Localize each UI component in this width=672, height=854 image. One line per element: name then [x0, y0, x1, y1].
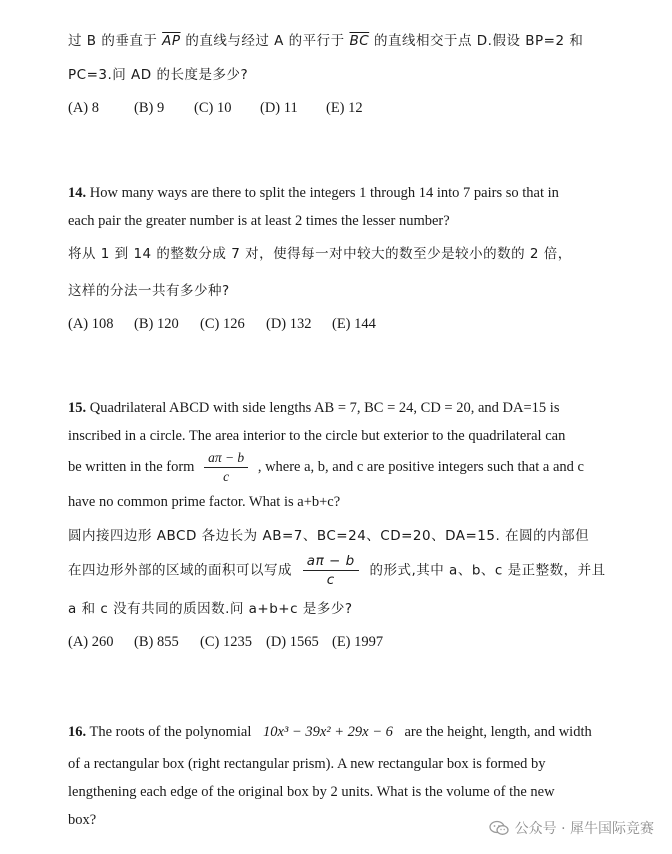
q14-cn-1: 将从 1 到 14 的整数分成 7 对，使得每一对中较大的数至少是较小的数的 2 倍， [68, 246, 572, 262]
q15-choice-a: (A) 260 [68, 634, 114, 650]
q14-choice-d: (D) 132 [266, 316, 312, 332]
q15-choice-d: (D) 1565 [266, 634, 319, 650]
q13-choice-a: (A) 8 [68, 100, 100, 116]
q16-number: 16. [68, 724, 87, 740]
q15-choice-b: (B) 855 [134, 634, 179, 650]
q16-en-1a: The roots of the polynomial [89, 724, 252, 740]
q15-line-1 [68, 398, 559, 418]
q15-en-3a: be written in the form [68, 458, 195, 475]
q13-text-c: 的直线相交于点 D.假设 BP=2 和 [373, 33, 584, 49]
q15-number: 15. [68, 400, 87, 416]
q14-choices [68, 314, 376, 334]
q16-line-2: of a rectangular box (right rectangular prism). A new rectangular box is formed by [68, 756, 546, 772]
q15-choice-e: (E) 1997 [332, 634, 384, 650]
q15-line-3 [68, 450, 584, 485]
q13-line-1 [68, 31, 583, 51]
q13-choice-e: (E) 12 [326, 100, 363, 116]
fraction-denominator: c [223, 469, 230, 484]
q15-cn-2b: 的形式,其中 a、b、c 是正整数，并且 [369, 562, 606, 579]
q15-en-1: Quadrilateral ABCD with side lengths AB = 7, BC = 24, CD = 20, and DA=15 is [89, 400, 560, 416]
watermark [489, 818, 654, 838]
q13-line-2: PC=3.问 AD 的长度是多少? [68, 67, 249, 83]
q15-en-3b: , where a, b, and c are positive integers such that a and c [257, 458, 584, 475]
q16-line-4: box? [68, 812, 97, 828]
q14-number: 14. [68, 185, 87, 201]
q15-cn-2a: 在四边形外部的区域的面积可以写成 [68, 562, 292, 579]
watermark-text: 公众号 · 犀牛国际竞赛 [514, 821, 654, 837]
q15-choices [68, 632, 383, 652]
q16-en-1b: are the height, length, and width [404, 724, 592, 740]
q14-choice-c: (C) 126 [200, 316, 245, 332]
fraction-numerator: aπ − b [204, 450, 248, 468]
q15-line-2: inscribed in a circle. The area interior to the circle but exterior to the quadrilateral can [68, 428, 566, 444]
q15-cn-2 [68, 553, 606, 588]
fraction-area-formula-cn [303, 553, 359, 588]
q15-choice-c: (C) 1235 [200, 634, 252, 650]
segment-ap: $\overline{AP}$ [162, 33, 181, 49]
fraction-area-formula [204, 450, 248, 485]
q15-line-4: have no common prime factor. What is a+b+c? [68, 494, 341, 510]
q15-cn-1: 圆内接四边形 ABCD 各边长为 AB=7、BC=24、CD=20、DA=15. 在圆的内部但 [68, 528, 590, 544]
wechat-icon [489, 820, 509, 836]
q14-line-2: each pair the greater number is at least 2 times the lesser number? [68, 213, 450, 229]
q14-choice-b: (B) 120 [134, 316, 179, 332]
q13-choice-c: (C) 10 [194, 100, 232, 116]
q16-line-1 [68, 722, 592, 742]
fraction-numerator-cn: aπ − b [303, 553, 359, 571]
q13-choices [68, 98, 363, 118]
fraction-denominator-cn: c [326, 572, 335, 588]
q13-text-a: 过 B 的垂直于 [68, 33, 158, 49]
q14-choice-e: (E) 144 [332, 316, 376, 332]
q14-cn-2: 这样的分法一共有多少种? [68, 283, 230, 299]
segment-bc: $\overline{BC}$ [349, 33, 370, 49]
q13-choice-b: (B) 9 [134, 100, 165, 116]
q13-choice-d: (D) 11 [260, 100, 298, 116]
q16-line-3: lengthening each edge of the original box by 2 units. What is the volume of the new [68, 784, 555, 800]
q14-choice-a: (A) 108 [68, 316, 114, 332]
q14-line-1 [68, 183, 559, 203]
polynomial-expression: 10x³ − 39x² + 29x − 6 [263, 724, 393, 740]
q15-cn-3: a 和 c 没有共同的质因数.问 a+b+c 是多少? [68, 601, 353, 617]
q14-en-1: How many ways are there to split the integers 1 through 14 into 7 pairs so that in [89, 185, 559, 201]
q13-text-b: 的直线与经过 A 的平行于 [185, 33, 345, 49]
